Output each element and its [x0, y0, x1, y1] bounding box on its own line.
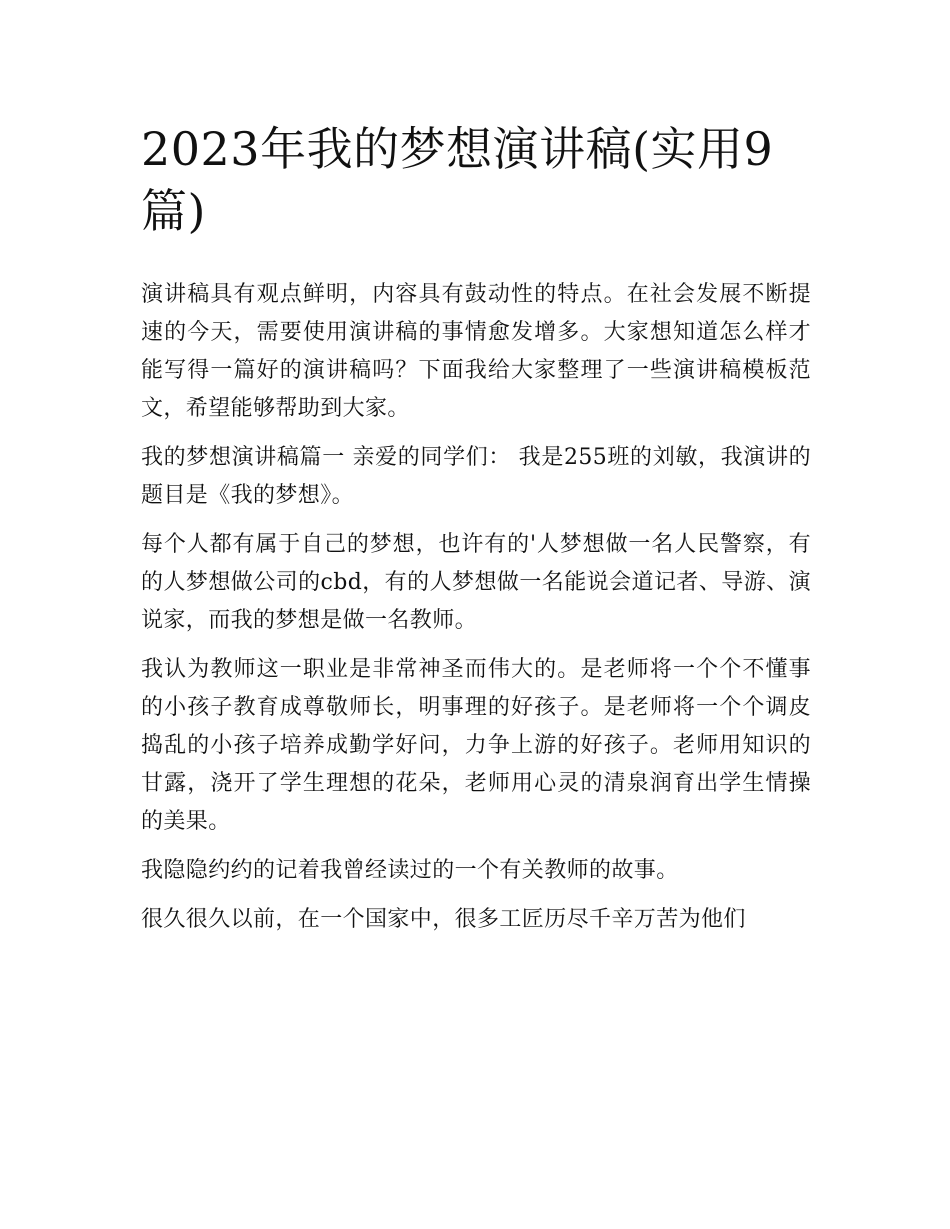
paragraph-dreams: 每个人都有属于自己的梦想，也许有的'人梦想做一名人民警察，有的人梦想做公司的cbd，有的人梦想做一名能说会道记者、导游、演说家，而我的梦想是做一名教师。	[141, 532, 811, 633]
paragraph-teacher-profession: 我认为教师这一职业是非常神圣而伟大的。是老师将一个个不懂事的小孩子教育成尊敬师长，明事理的好孩子。是老师将一个个调皮捣乱的小孩子培养成勤学好问，力争上游的好孩子。老师用知识的甘露，浇开了学生理想的花朵，老师用心灵的清泉润育出学生情操的美果。	[141, 657, 811, 834]
paragraph-story-start: 很久很久以前，在一个国家中，很多工匠历尽千辛万苦为他们	[141, 907, 746, 932]
paragraph-story-memory: 我隐隐约约的记着我曾经读过的一个有关教师的故事。	[141, 858, 679, 883]
paragraph-list	[141, 276, 811, 939]
document-body	[141, 118, 811, 939]
paragraph-intro: 演讲稿具有观点鲜明，内容具有鼓动性的特点。在社会发展不断提速的今天，需要使用演讲稿的事情愈发增多。大家想知道怎么样才能写得一篇好的演讲稿吗？下面我给大家整理了一些演讲稿模板范文，希望能够帮助到大家。	[141, 282, 811, 421]
document-title: 2023年我的梦想演讲稿(实用9篇)	[141, 122, 774, 238]
paragraph-speech-opening: 我的梦想演讲稿篇一 亲爱的同学们： 我是255班的刘敏，我演讲的题目是《我的梦想》。	[141, 445, 811, 508]
